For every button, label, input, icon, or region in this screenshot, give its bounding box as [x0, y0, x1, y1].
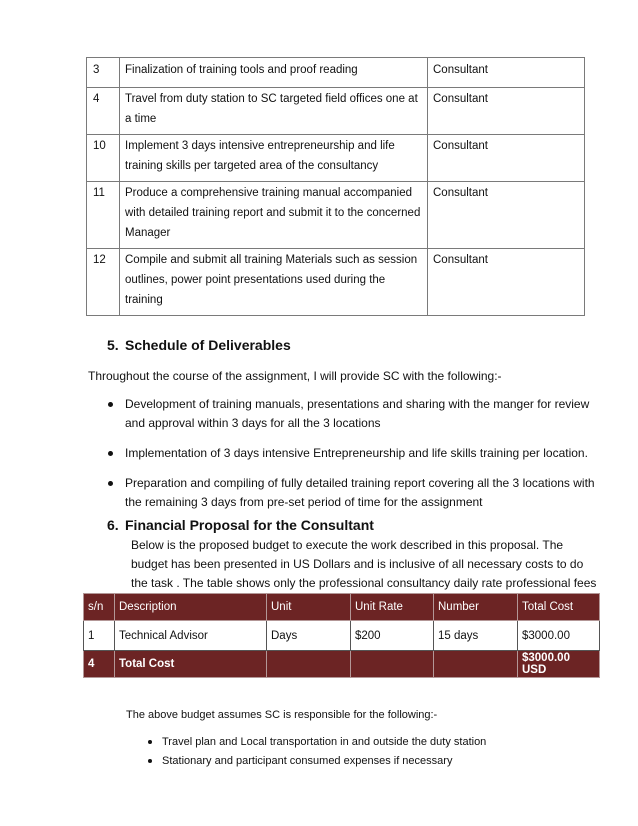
budget-cell: Days: [267, 621, 351, 651]
budget-total-row: [84, 651, 600, 678]
list-item: Implementation of 3 days intensive Entrepreneurship and life skills training per location.: [106, 444, 596, 463]
budget-cell: 1: [84, 621, 115, 651]
section-5-intro: Throughout the course of the assignment, I will provide SC with the following:-: [88, 369, 502, 383]
column-header: Unit Rate: [351, 594, 434, 621]
section-6-paragraph: Below is the proposed budget to execute the work described in this proposal. The budget has been presented in US Dollars and is inclusive of all necessary costs to do the task . The table shows only the professional consultancy daily rate professional fees: [131, 538, 597, 590]
activities-table: [86, 57, 585, 316]
activity-responsible: Consultant: [428, 182, 585, 249]
table-row: [87, 135, 585, 182]
section-6-heading: [107, 517, 374, 533]
budget-cell: $3000.00: [518, 621, 600, 651]
deliverables-list: [106, 395, 596, 512]
activity-description: Implement 3 days intensive entrepreneurship and life training skills per targeted area of the consultancy: [120, 135, 428, 182]
budget-cell: 15 days: [434, 621, 518, 651]
budget-cell: [434, 651, 518, 678]
section-5-number: 5.: [107, 337, 119, 353]
column-header: s/n: [84, 594, 115, 621]
activity-description: Travel from duty station to SC targeted field offices one at a time: [120, 88, 428, 135]
activity-responsible: Consultant: [428, 249, 585, 316]
section-6-number: 6.: [107, 517, 119, 533]
column-header: Total Cost: [518, 594, 600, 621]
list-item: Stationary and participant consumed expenses if necessary: [146, 752, 586, 771]
activity-description: Produce a comprehensive training manual accompanied with detailed training report and submit it to the concerned Manager: [120, 182, 428, 249]
activity-number: 3: [87, 58, 120, 88]
total-amount: $3000.00 USD: [518, 651, 600, 678]
budget-table: [83, 593, 600, 678]
table-row: [87, 88, 585, 135]
budget-cell: Technical Advisor: [115, 621, 267, 651]
activity-number: 11: [87, 182, 120, 249]
section-5-heading: [107, 337, 291, 353]
activity-description: Compile and submit all training Materials such as session outlines, power point presentations used during the training: [120, 249, 428, 316]
budget-header-row: [84, 594, 600, 621]
list-item: Development of training manuals, presentations and sharing with the manger for review and approval within 3 days for all the 3 locations: [106, 395, 596, 433]
table-row: [87, 249, 585, 316]
table-row: [87, 182, 585, 249]
column-header: Number: [434, 594, 518, 621]
activity-responsible: Consultant: [428, 135, 585, 182]
list-item: Travel plan and Local transportation in and outside the duty station: [146, 733, 586, 752]
activity-number: 12: [87, 249, 120, 316]
section-6-title: Financial Proposal for the Consultant: [125, 517, 374, 533]
section-5-title: Schedule of Deliverables: [125, 337, 291, 353]
budget-cell: [267, 651, 351, 678]
assumptions-list: [146, 733, 586, 771]
list-item: Preparation and compiling of fully detailed training report covering all the 3 locations with the remaining 3 days from pre-set period of time for the assignment: [106, 474, 596, 512]
budget-cell: $200: [351, 621, 434, 651]
total-sn: 4: [84, 651, 115, 678]
activity-responsible: Consultant: [428, 88, 585, 135]
activity-responsible: Consultant: [428, 58, 585, 88]
column-header: Unit: [267, 594, 351, 621]
assumptions-intro: The above budget assumes SC is responsible for the following:-: [126, 709, 438, 721]
activity-number: 10: [87, 135, 120, 182]
column-header: Description: [115, 594, 267, 621]
budget-cell: [351, 651, 434, 678]
table-row: [87, 58, 585, 88]
activity-number: 4: [87, 88, 120, 135]
total-label: Total Cost: [115, 651, 267, 678]
table-row: [84, 621, 600, 651]
activity-description: Finalization of training tools and proof reading: [120, 58, 428, 88]
